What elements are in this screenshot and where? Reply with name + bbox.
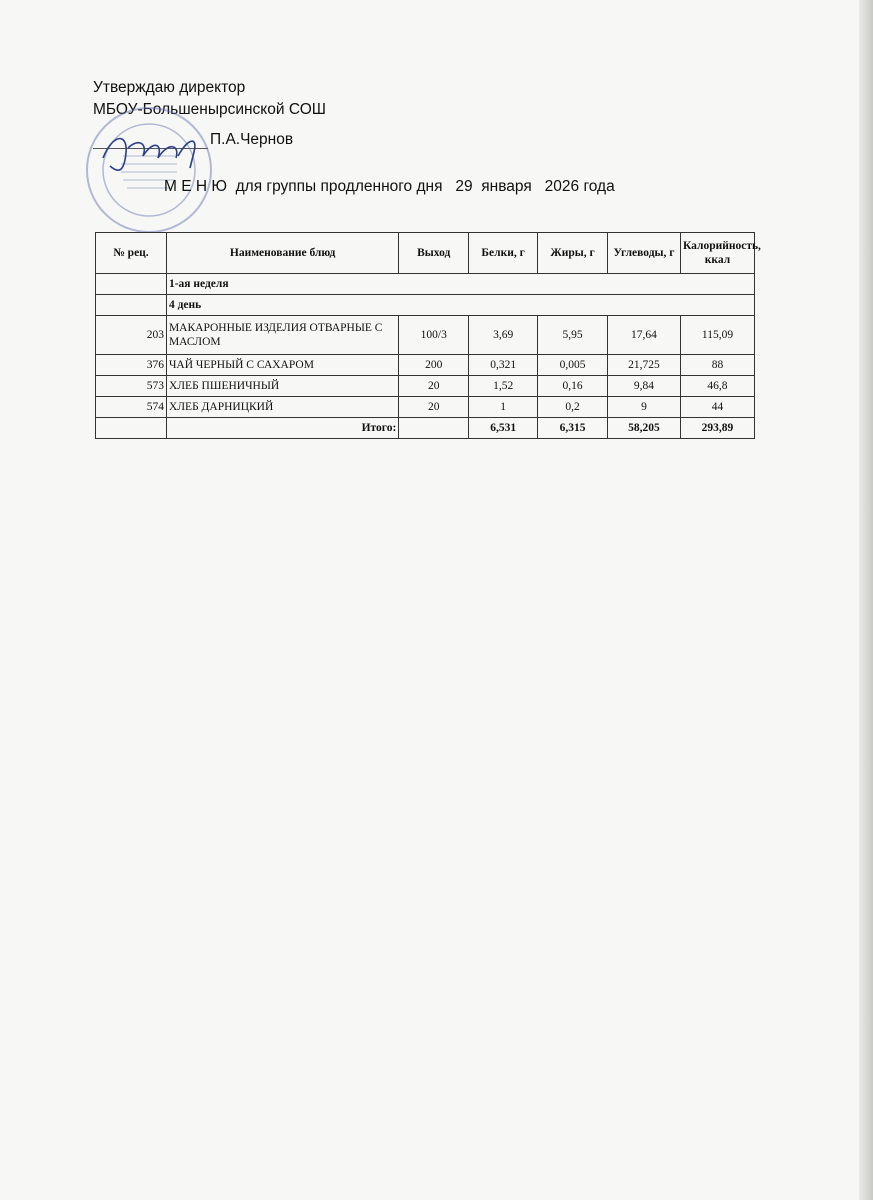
calories: 44 xyxy=(680,397,754,418)
fat: 0,16 xyxy=(538,376,608,397)
carbs: 21,725 xyxy=(607,355,680,376)
portion: 100/3 xyxy=(399,316,469,355)
recipe-number: 574 xyxy=(96,397,167,418)
portion: 20 xyxy=(399,397,469,418)
recipe-number: 376 xyxy=(96,355,167,376)
portion: 20 xyxy=(399,376,469,397)
portion: 200 xyxy=(399,355,469,376)
carbs: 17,64 xyxy=(607,316,680,355)
week-row xyxy=(96,274,755,295)
menu-table xyxy=(95,232,761,439)
table-row xyxy=(96,355,755,376)
signer-name: П.А.Чернов xyxy=(210,131,294,148)
total-fat: 6,315 xyxy=(538,418,608,439)
handwritten-signature xyxy=(98,128,218,178)
approval-line: Утверждаю директор xyxy=(93,79,246,96)
column-header: Калорийность, ккал xyxy=(680,233,754,274)
total-calories: 293,89 xyxy=(680,418,754,439)
total-label: Итого: xyxy=(166,418,398,439)
column-header: Углеводы, г xyxy=(607,233,680,274)
calories: 115,09 xyxy=(680,316,754,355)
day-row xyxy=(96,295,755,316)
protein: 0,321 xyxy=(469,355,538,376)
table-header-row xyxy=(96,233,755,274)
dish-name: МАКАРОННЫЕ ИЗДЕЛИЯ ОТВАРНЫЕ С МАСЛОМ xyxy=(166,316,398,355)
column-header: Белки, г xyxy=(469,233,538,274)
dish-name: ХЛЕБ ДАРНИЦКИЙ xyxy=(166,397,398,418)
total-row xyxy=(96,418,755,439)
dish-name: ХЛЕБ ПШЕНИЧНЫЙ xyxy=(166,376,398,397)
recipe-number: 573 xyxy=(96,376,167,397)
fat: 0,005 xyxy=(538,355,608,376)
table-row xyxy=(96,316,755,355)
carbs: 9,84 xyxy=(607,376,680,397)
protein: 3,69 xyxy=(469,316,538,355)
column-header: № рец. xyxy=(96,233,167,274)
school-name: МБОУ-Большенырсинской СОШ xyxy=(93,101,326,118)
column-header: Жиры, г xyxy=(538,233,608,274)
table-row xyxy=(96,397,755,418)
day-label: 4 день xyxy=(166,295,754,316)
protein: 1 xyxy=(469,397,538,418)
week-label: 1-ая неделя xyxy=(166,274,754,295)
calories: 46,8 xyxy=(680,376,754,397)
column-header: Выход xyxy=(399,233,469,274)
fat: 5,95 xyxy=(538,316,608,355)
protein: 1,52 xyxy=(469,376,538,397)
recipe-number: 203 xyxy=(96,316,167,355)
table-row xyxy=(96,376,755,397)
fat: 0,2 xyxy=(538,397,608,418)
menu-title: М Е Н Ю для группы продленного дня 29 января 2026 года xyxy=(164,178,615,195)
scan-edge xyxy=(859,0,873,1200)
carbs: 9 xyxy=(607,397,680,418)
dish-name: ЧАЙ ЧЕРНЫЙ С САХАРОМ xyxy=(166,355,398,376)
total-protein: 6,531 xyxy=(469,418,538,439)
total-carbs: 58,205 xyxy=(607,418,680,439)
calories: 88 xyxy=(680,355,754,376)
column-header: Наименование блюд xyxy=(166,233,398,274)
